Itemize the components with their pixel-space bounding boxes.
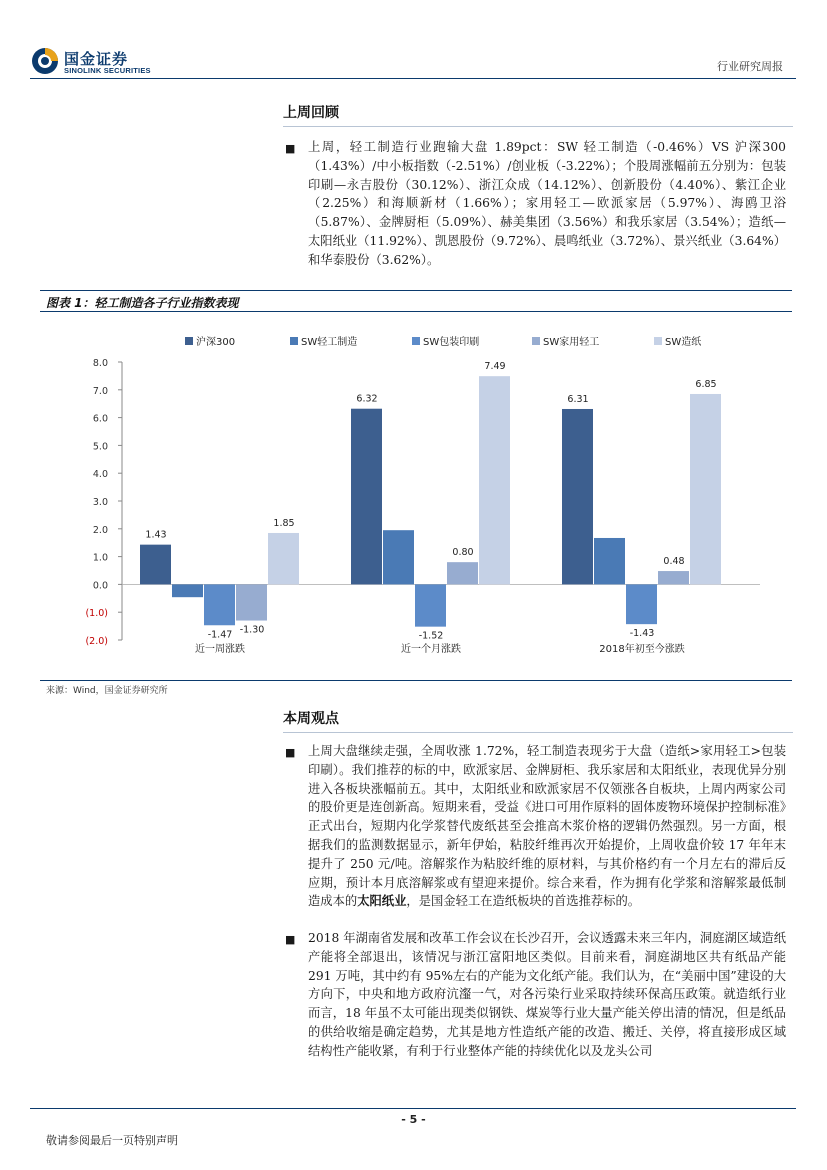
x-category-label: 近一个月涨跌 — [401, 644, 461, 655]
company-logo — [30, 46, 180, 78]
figure-source: 来源：Wind，国金证券研究所 — [46, 686, 168, 696]
header-divider — [30, 78, 796, 79]
legend-label: 沪深300 — [196, 337, 236, 348]
y-tick-label: 7.0 — [92, 385, 108, 397]
bar-4 — [447, 562, 478, 584]
bar-data-label: 7.49 — [484, 361, 506, 373]
bullet-icon: ■ — [285, 933, 296, 946]
logo-mark-icon — [30, 46, 60, 76]
y-tick-label: 8.0 — [92, 358, 108, 369]
y-tick-label: 6.0 — [92, 413, 108, 425]
bullet-icon: ■ — [285, 746, 296, 759]
bar-5 — [268, 533, 299, 584]
bar-3 — [204, 584, 235, 625]
last-week-paragraph: 上周，轻工制造行业跑输大盘 1.89pct：SW 轻工制造（-0.46%）VS 沪深300（1.43%）/中小板指数（-2.51%）/创业板（-3.22%）；个股周涨幅前五分别为：包装印刷—永吉股份（30.12%）、浙江众成（14.12%）、创新股份（4.40%）、紫江企业（2.25%）和海顺新材（1.66%）；家用轻工—欧派家居（5.97%）、海鸥卫浴（5.87%）、金牌厨柜（5.09%）、赫美集团（3.56%）和我乐家居（3.54%）；造纸—太阳纸业（11.92%）、凯恩股份（9.72%）、晨鸣纸业（3.72%）、景兴纸业（3.64%）和华泰股份（3.62%）。 — [308, 140, 786, 267]
bar-4 — [236, 584, 267, 620]
y-tick-label: 1.0 — [92, 552, 108, 564]
bar-data-label: 0.48 — [663, 556, 685, 568]
subindustry-index-chart — [40, 318, 792, 678]
this-week-paragraph-1 — [308, 742, 786, 911]
bar-3 — [626, 584, 657, 624]
bar-1 — [140, 545, 171, 585]
legend-swatch — [185, 337, 193, 345]
bar-1 — [351, 409, 382, 585]
bar-data-label: 6.32 — [356, 393, 378, 405]
chart-canvas — [40, 318, 792, 678]
bar-3 — [415, 584, 446, 626]
page-number: - 5 - — [401, 1113, 426, 1126]
logo-english-text: SINOLINK SECURITIES — [64, 66, 151, 75]
legend-swatch — [532, 337, 540, 345]
legend-swatch — [412, 337, 420, 345]
x-category-label: 近一周涨跌 — [195, 644, 245, 655]
legend-label: SW家用轻工 — [543, 337, 600, 348]
bar-data-label: -1.52 — [418, 630, 444, 642]
paragraph-text: ，是国金轻工在造纸板块的首选推荐标的。 — [406, 894, 641, 909]
bar-data-label: -1.47 — [207, 629, 233, 641]
paragraph-text: 上周大盘继续走强，全周收涨 1.72%，轻工制造表现劣于大盘（造纸>家用轻工>包装印刷）。我们推荐的标的中，欧派家居、金牌厨柜、我乐家居和太阳纸业，表现优异分别进入各板块涨幅前五。其中，太阳纸业和欧派家居不仅领涨各自板块，上周内两家公司的股价更是连创新高。短期来看，受益《进口可用作原料的固体废物环境保护控制标准》正式出台，短期内化学浆替代废纸甚至会推高木浆价格的逻辑仍然强烈。另一方面，根据我们的监测数据显示，新年伊始，粘胶纤维再次开始提价，上周收盘价较 17 年年末提升了 250 元/吨。溶解浆作为粘胶纤维的原材料，与其价格约有一个月左右的滞后反应期，预计本月底溶解浆或有望迎来提价。综合来看，作为拥有化学浆和溶解浆最低制造成本的 — [308, 744, 786, 909]
page-header — [0, 0, 827, 80]
legend-label: SW包装印刷 — [423, 337, 480, 348]
footer-divider — [30, 1108, 796, 1109]
bar-data-label: -1.43 — [629, 628, 655, 640]
y-tick-label: (2.0) — [85, 636, 108, 647]
bar-data-label: 1.43 — [145, 529, 167, 541]
section-divider — [283, 732, 793, 733]
bar-data-label: -1.30 — [239, 624, 265, 636]
y-tick-label: 0.0 — [92, 580, 108, 592]
legend-label: SW造纸 — [665, 337, 702, 348]
y-tick-label: (1.0) — [85, 608, 108, 620]
highlighted-stock-name: 太阳纸业 — [357, 893, 407, 909]
bar-4 — [658, 571, 689, 584]
bar-2 — [383, 530, 414, 584]
section-title-this-week: 本周观点 — [283, 711, 339, 727]
section-divider — [283, 126, 793, 127]
y-tick-label: 2.0 — [92, 524, 108, 536]
legend-label: SW轻工制造 — [301, 337, 358, 348]
figure-title-bar — [40, 290, 792, 312]
bar-data-label: 0.80 — [452, 547, 474, 559]
legend-swatch — [290, 337, 298, 345]
bar-2 — [594, 538, 625, 584]
report-type-label: 行业研究周报 — [717, 60, 783, 73]
y-tick-label: 5.0 — [92, 441, 108, 453]
bar-data-label: 6.31 — [567, 393, 589, 405]
bar-5 — [690, 394, 721, 584]
footer-disclaimer: 敬请参阅最后一页特别声明 — [46, 1134, 178, 1147]
y-tick-label: 3.0 — [92, 497, 108, 508]
x-category-label: 2018年初至今涨跌 — [599, 644, 685, 655]
y-tick-label: 4.0 — [92, 469, 108, 481]
bar-data-label: 6.85 — [695, 378, 717, 390]
bar-data-label: 1.85 — [273, 517, 295, 529]
bar-1 — [562, 409, 593, 584]
legend-swatch — [654, 337, 662, 345]
figure-title: 图表 1：轻工制造各子行业指数表现 — [46, 296, 239, 310]
bar-5 — [479, 376, 510, 584]
logo-chinese-text: 国金证券 — [64, 50, 129, 68]
this-week-paragraph-2: 2018 年湖南省发展和改革工作会议在长沙召开，会议透露未来三年内，洞庭湖区域造纸产能将全部退出，该情况与浙江富阳地区类似。目前来看，洞庭湖地区共有纸品产能 291 万吨，其中约有 95%左右的产能为文化纸产能。我们认为，在“美丽中国”建设的大方向下，中央和地方政府沆瀣一气，对各污染行业采取持续环保高压政策。就造纸行业而言，18 年虽不太可能出现类似钢铁、煤炭等行业大量产能关停出清的情况，但是纸品的供给收缩是确定趋势，尤其是地方性造纸产能的改造、搬迁、关停，将直接形成区域结构性产能收紧，有利于行业整体产能的持续优化以及龙头公司 — [308, 931, 786, 1058]
section-title-last-week: 上周回顾 — [283, 105, 339, 121]
source-divider — [40, 680, 792, 681]
bullet-icon: ■ — [285, 142, 296, 155]
bar-2 — [172, 584, 203, 597]
